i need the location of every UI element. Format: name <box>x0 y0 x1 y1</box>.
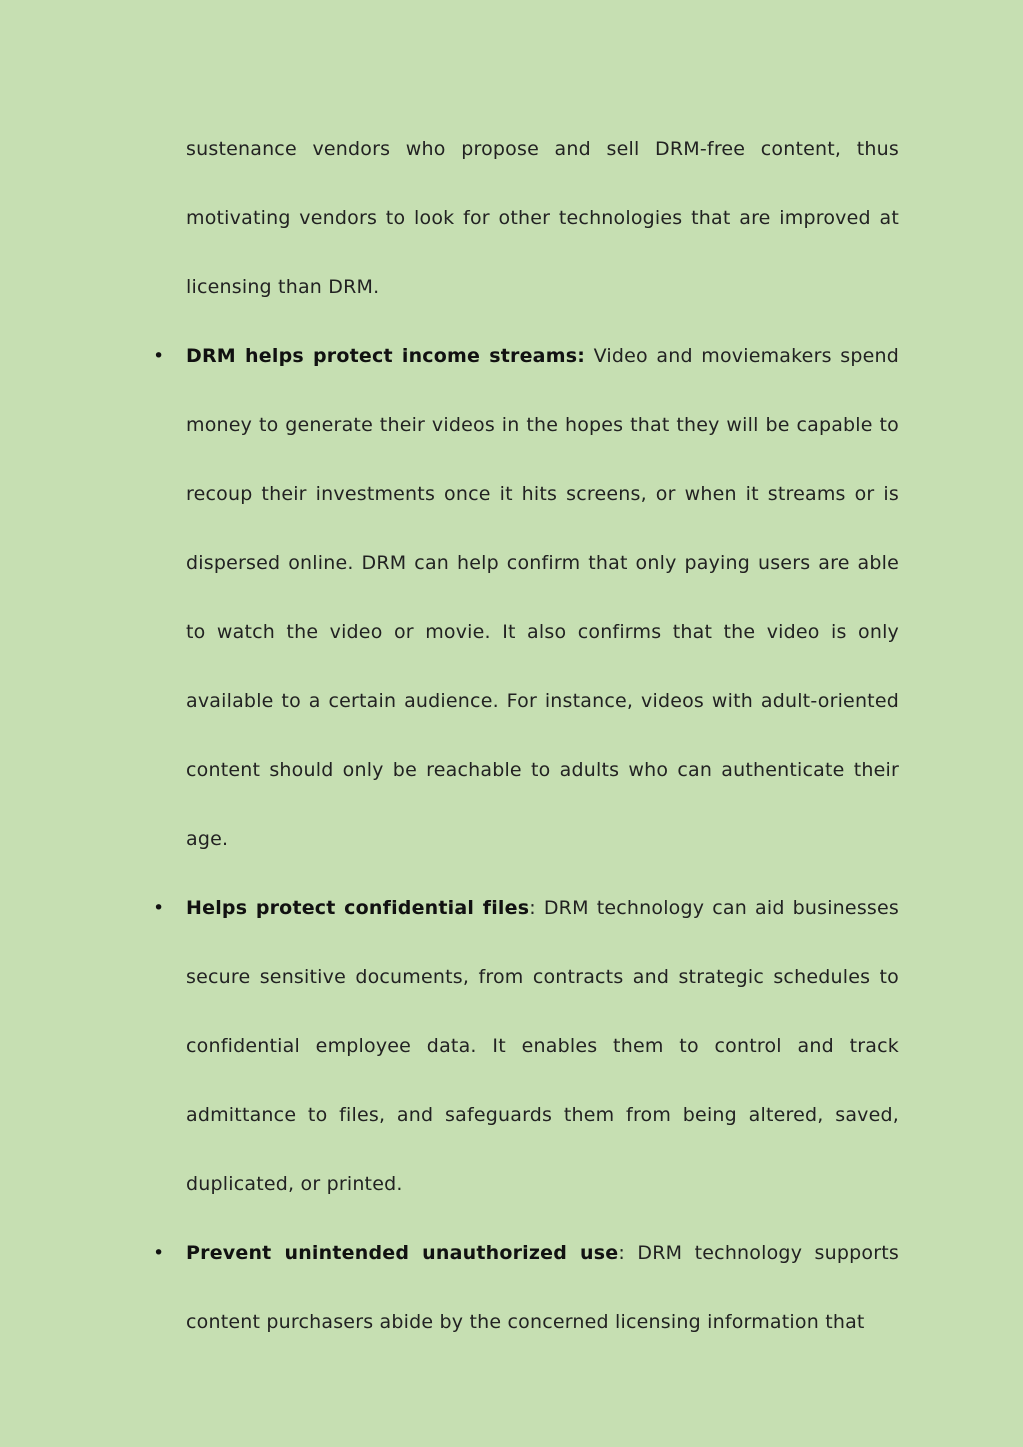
benefits-list <box>0 322 1023 1357</box>
list-item <box>0 322 899 874</box>
list-item-text <box>186 322 899 874</box>
list-item-heading: DRM helps protect income streams: <box>186 345 586 367</box>
list-item-body: Video and moviemakers spend money to generate their videos in the hopes that they will be capable to recoup their investments once it hits screens, or when it streams or is dispersed online. DRM can help confirm that only paying users are able to watch the video or movie. It also confirms that the video is only available to a certain audience. For instance, videos with adult-oriented content should only be reachable to adults who can authenticate their age. <box>186 345 899 850</box>
list-item <box>0 1219 899 1357</box>
list-item-body: : DRM technology can aid businesses secure sensitive documents, from contracts and strategic schedules to confidential employee data. It enables them to control and track admittance to files, and safeguards them from being altered, saved, duplicated, or printed. <box>186 897 900 1195</box>
list-item-body: : DRM technology supports content purchasers abide by the concerned licensing information that <box>186 1242 900 1333</box>
bullet-icon: • <box>153 897 165 919</box>
list-item-heading: Prevent unintended unauthorized use <box>186 1242 619 1264</box>
list-item <box>0 874 899 1219</box>
list-item-text <box>186 874 899 1219</box>
bullet-icon: • <box>153 345 165 367</box>
continuation-paragraph <box>186 115 899 322</box>
list-item-text <box>186 1219 899 1357</box>
list-item-heading: Helps protect confidential files <box>186 897 530 919</box>
paragraph-text: sustenance vendors who propose and sell DRM-free content, thus motivating vendors to look for other technologies that are improved at licensing than DRM. <box>186 138 899 298</box>
bullet-icon: • <box>153 1242 165 1264</box>
